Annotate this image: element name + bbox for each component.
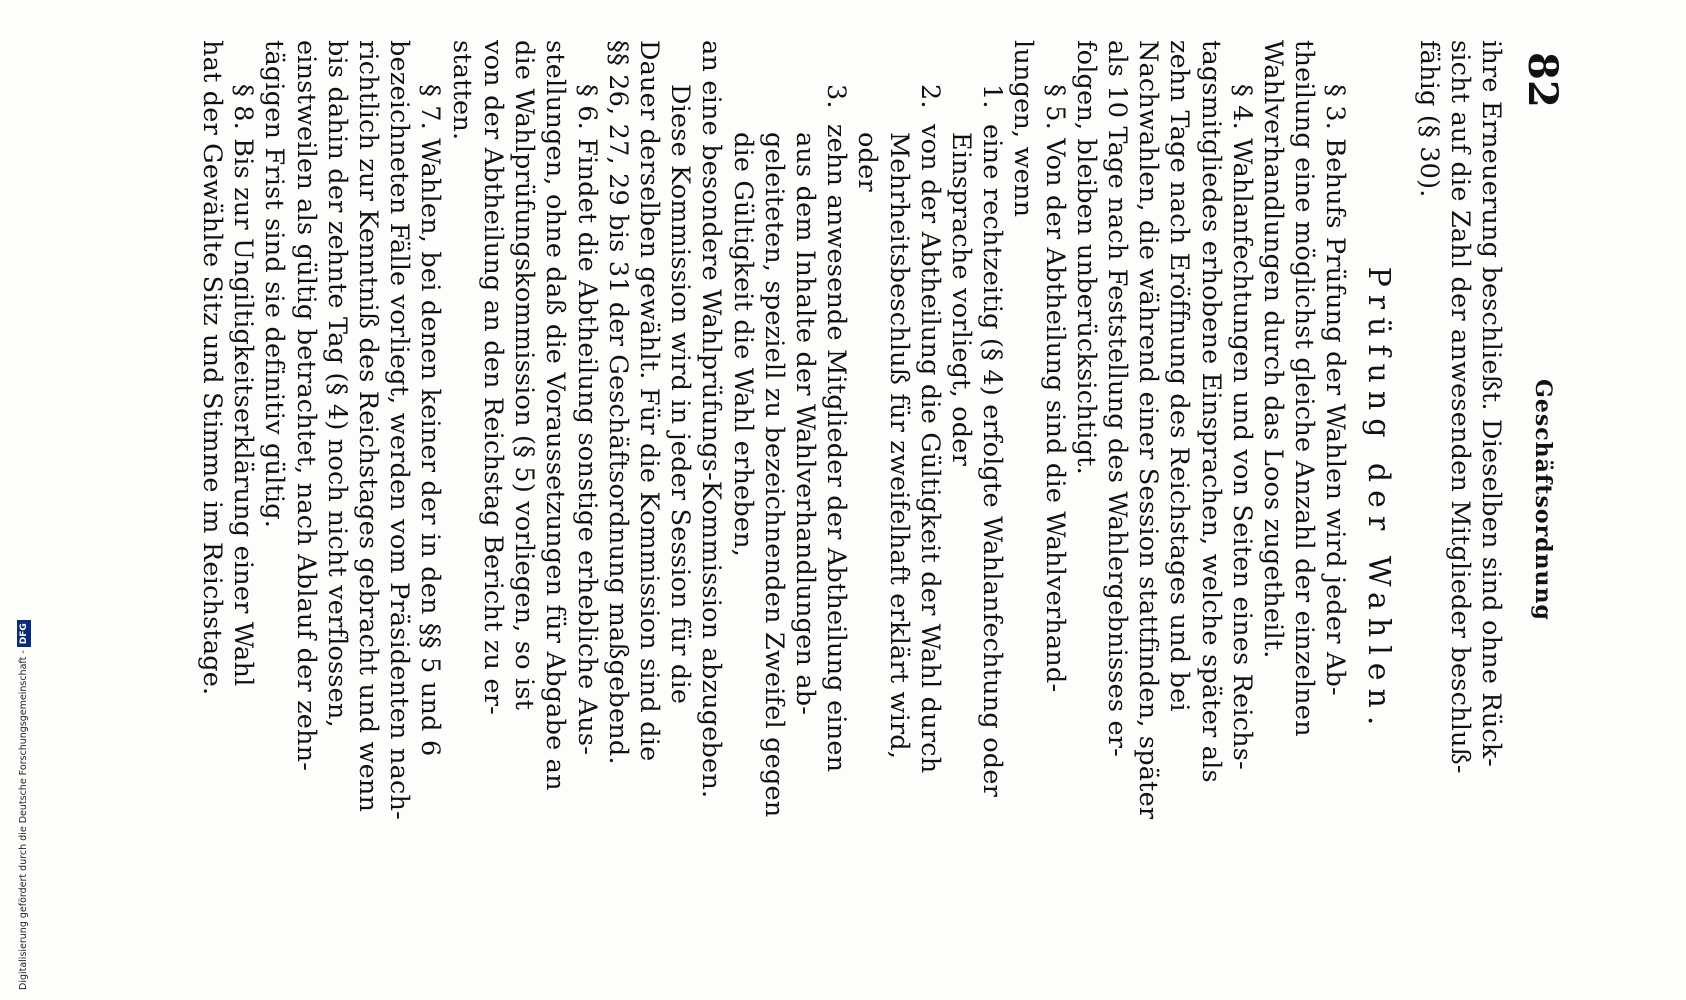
paragraph-7 [258,40,445,960]
text-line: hat der Gewählte Sitz und Stimme im Reichstage. [197,40,228,696]
text-line: von der Abtheilung an den Reichstag Bericht zu er- [477,40,508,715]
text-line: lungen, wenn [1008,40,1039,218]
list-text: von der Abtheilung die Gültigkeit der Wahl durch [914,124,945,774]
text-line: Mehrheitsbeschluß für zweifelhaft erklärt wird, [883,132,914,760]
text-line: an eine besondere Wahlprüfungs-Kommission abzugeben. [696,40,727,799]
text-line: ihre Erneuerung beschließt. Dieselben sind ohne Rück- [1476,40,1506,767]
list-text: zehn anwesende Mitglieder der Abtheilung einen [821,124,852,773]
text-line: einstweilen als gültig betrachtet, nach Ablauf der zehn- [290,40,321,772]
text-line: Wahlverhandlungen durch das Loos zugetheilt. [1257,40,1288,659]
running-head: Geschäftsordnung [1530,379,1556,621]
text-line: tagsmitgliedes erhobene Einsprachen, welche später als [1195,40,1226,783]
text-line: als 10 Tage nach Feststellung des Wahlergebnisses er- [1101,40,1132,757]
text-line: die Wahlprüfungskommission (§ 5) vorliegen, so ist [509,40,540,711]
text-line: theilung eine möglichst gleiche Anzahl der einzelnen [1289,40,1320,737]
page-text-block [98,40,1566,960]
credit-text: Digitalisierung gefördert durch die Deutsche Forschungsgemeinschaft - [18,650,29,990]
text-line: sicht auf die Zahl der anwesenden Mitglieder beschluß- [1444,40,1475,774]
paragraph-5-conclusion [602,40,727,960]
text-line: § 4. Wahlanfechtungen und von Seiten eines Reichs- [1226,84,1257,770]
digitization-credit [3,560,29,990]
page-header [1514,40,1566,960]
text-line: aus dem Inhalte der Wahlverhandlungen ab- [789,132,820,716]
text-line: bezeichneten Fälle vorliegt, werden vom Präsidenten nach- [384,40,415,820]
text-line: Diese Kommission wird in jeder Session für die [665,84,696,705]
text-line: Nachwahlen, die während einer Session stattfinden, später [1133,40,1164,820]
text-line: richtlich zur Kenntniß des Reichstages gebracht und wenn [353,40,384,813]
text-line: die Gültigkeit die Wahl erheben, [727,132,758,558]
list-line [976,40,1007,960]
text-line: stellungen, ohne daß die Voraussetzungen für Abgabe an [540,40,571,791]
text-line: Einsprache vorliegt, oder [945,132,976,466]
text-line: §§ 26, 27, 29 bis 31 der Geschäftsordnung maßgebend. [602,40,633,765]
list-line [914,40,945,960]
text-line: § 5. Von der Abtheilung sind die Wahlverhand- [1039,84,1070,693]
list-item-3 [726,40,851,960]
rotated-book-page [88,40,1568,970]
list-number: 3. [821,84,852,109]
text-line: § 8. Bis zur Ungiltigkeitserklärung einer Wahl [228,84,259,687]
paragraph-5 [1007,40,1069,960]
text-line: § 7. Wahlen, bei denen keiner der in den §§ 5 und 6 [415,84,446,757]
list-number: 1. [977,84,1008,109]
paragraph-4 [1070,40,1257,960]
list-item-2 [851,40,945,960]
text-line: geleiteten, speziell zu bezeichnenden Zweifel gegen [758,132,789,818]
credit-text-block [17,560,31,990]
intro-paragraph [1412,40,1506,960]
text-line: § 6. Findet die Abtheilung sonstige erhebliche Aus- [571,84,602,756]
list-text: eine rechtzeitig (§ 4) erfolgte Wahlanfechtung oder [977,124,1008,798]
text-line: § 3. Behufs Prüfung der Wahlen wird jeder Ab- [1320,84,1351,696]
list-item-1 [945,40,1007,960]
paragraph-6 [446,40,602,960]
text-line: oder [852,132,883,192]
text-line: zehn Tage nach Eröffnung des Reichstages und bei [1164,40,1195,712]
paragraph-3 [1257,40,1351,960]
dfg-logo: DFG [17,620,31,647]
page-number: 82 [1519,52,1566,109]
paragraph-8 [196,40,258,960]
text-line: tägigen Frist sind sie definitiv gültig. [259,40,290,529]
text-line: folgen, bleiben unberücksichtigt. [1070,40,1101,475]
list-line [820,40,851,960]
text-line: Dauer derselben gewählt. Für die Kommission sind die [633,40,664,762]
list-number: 2. [914,84,945,109]
text-line: bis dahin der zehnte Tag (§ 4) noch nicht verflossen, [321,40,352,728]
text-line: fähig (§ 30). [1413,40,1444,198]
text-line: statten. [446,40,477,141]
section-title: Prüfung der Wahlen. [1361,266,1397,734]
